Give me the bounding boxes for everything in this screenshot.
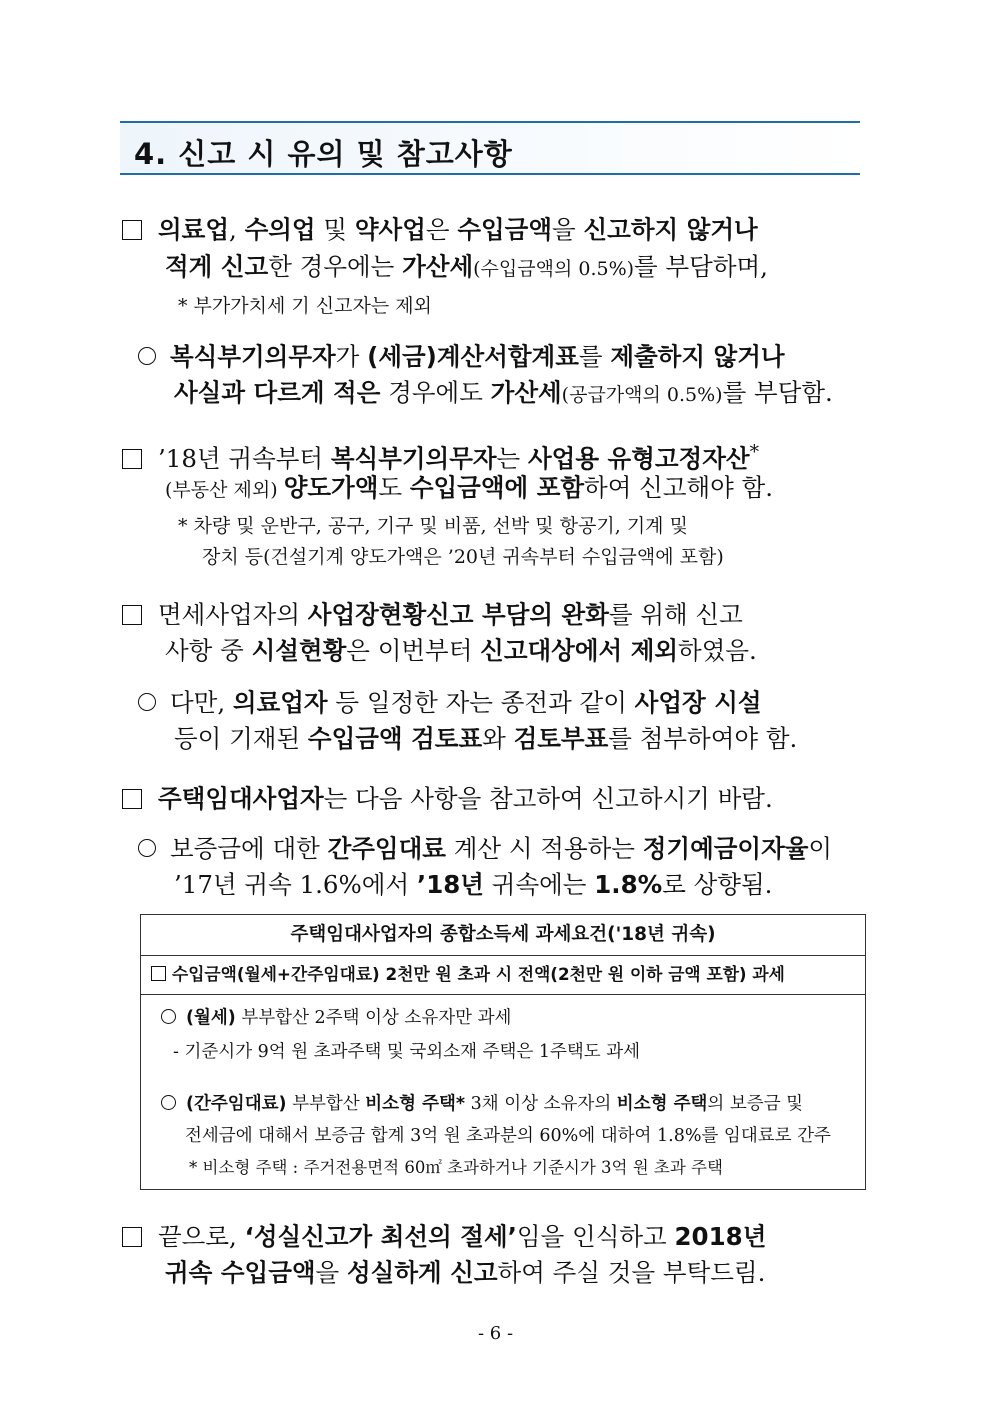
checkbox-square-icon [122,605,142,625]
box-line-footnote: * 비소형 주택 : 주거전용면적 60㎡ 초과하거나 기준시가 3억 원 초과 주택 [189,1158,723,1177]
p4-line2: 사항 중 시설현황은 이번부터 신고대상에서 제외하였음. [165,636,757,665]
p3-note-line2: 장치 등(건설기계 양도가액은 ’20년 귀속부터 수입금액에 포함) [202,546,724,568]
checkbox-square-icon [122,789,142,809]
p4-line1: 면세사업자의 사업장현황신고 부담의 완화를 위해 신고 [122,597,743,633]
p3-line1: ’18년 귀속부터 복식부기의무자는 사업용 유형고정자산* [122,434,759,477]
p7-line1: 보증금에 대한 간주임대료 계산 시 적용하는 정기예금이자율이 [138,831,832,867]
p8-line1: 끝으로, ‘성실신고가 최선의 절세’임을 인식하고 2018년 [122,1219,766,1255]
housing-rental-tax-box [140,914,866,1190]
p8-line2: 귀속 수입금액을 성실하게 신고하여 주실 것을 부탁드림. [165,1258,766,1287]
section-heading-text: 4. 신고 시 유의 및 참고사항 [134,137,513,171]
box-line-exception: - 기준시가 9억 원 초과주택 및 국외소재 주택은 1주택도 과세 [173,1042,641,1062]
page-number: - 6 - [477,1323,514,1344]
p2-line2: 사실과 다르게 적은 경우에도 가산세(공급가액의 0.5%)를 부담함. [174,378,833,407]
p1-line2: 적게 신고한 경우에는 가산세(수입금액의 0.5%)를 부담하며, [165,252,768,281]
circle-bullet-icon [138,839,156,857]
p6-line1: 주택임대사업자는 다음 사항을 참고하여 신고하시기 바람. [122,781,773,817]
box-line-monthly-rent: (월세) 부부합산 2주택 이상 소유자만 과세 [161,1005,511,1031]
circle-bullet-icon [161,1009,176,1024]
circle-bullet-icon [161,1095,176,1110]
p5-line2: 등이 기재된 수입금액 검토표와 검토부표를 첨부하여야 함. [174,724,798,753]
circle-bullet-icon [138,347,156,365]
p1-note: * 부가가치세 기 신고자는 제외 [178,295,432,317]
p2-line1: 복식부기의무자가 (세금)계산서합계표를 제출하지 않거나 [138,339,785,375]
box-line-deemed-rent: (간주임대료) 부부합산 비소형 주택* 3채 이상 소유자의 비소형 주택의 보증금 및 [161,1091,803,1117]
p3-line2: (부동산 제외) 양도가액도 수입금액에 포함하여 신고해야 함. [165,473,774,502]
p5-line1: 다만, 의료업자 등 일정한 자는 종전과 같이 사업장 시설 [138,685,762,721]
checkbox-square-icon [151,966,166,981]
box-subtitle: 수입금액(월세+간주임대료) 2천만 원 초과 시 전액(2천만 원 이하 금액 포함) 과세 [141,955,865,995]
box-line-deposit: 전세금에 대해서 보증금 합계 3억 원 초과분의 60%에 대하여 1.8%를 임대료로 간주 [185,1126,831,1146]
section-heading [120,121,860,175]
p3-note-line1: * 차량 및 운반구, 공구, 기구 및 비품, 선박 및 항공기, 기계 및 [178,515,688,537]
p7-line2: ’17년 귀속 1.6%에서 ’18년 귀속에는 1.8%로 상향됨. [174,870,773,899]
p1-line1: 의료업, 수의업 및 약사업은 수입금액을 신고하지 않거나 [122,212,758,248]
checkbox-square-icon [122,1227,142,1247]
checkbox-square-icon [122,449,142,469]
checkbox-square-icon [122,220,142,240]
box-title: 주택임대사업자의 종합소득세 과세요건('18년 귀속) [141,915,865,956]
circle-bullet-icon [138,693,156,711]
